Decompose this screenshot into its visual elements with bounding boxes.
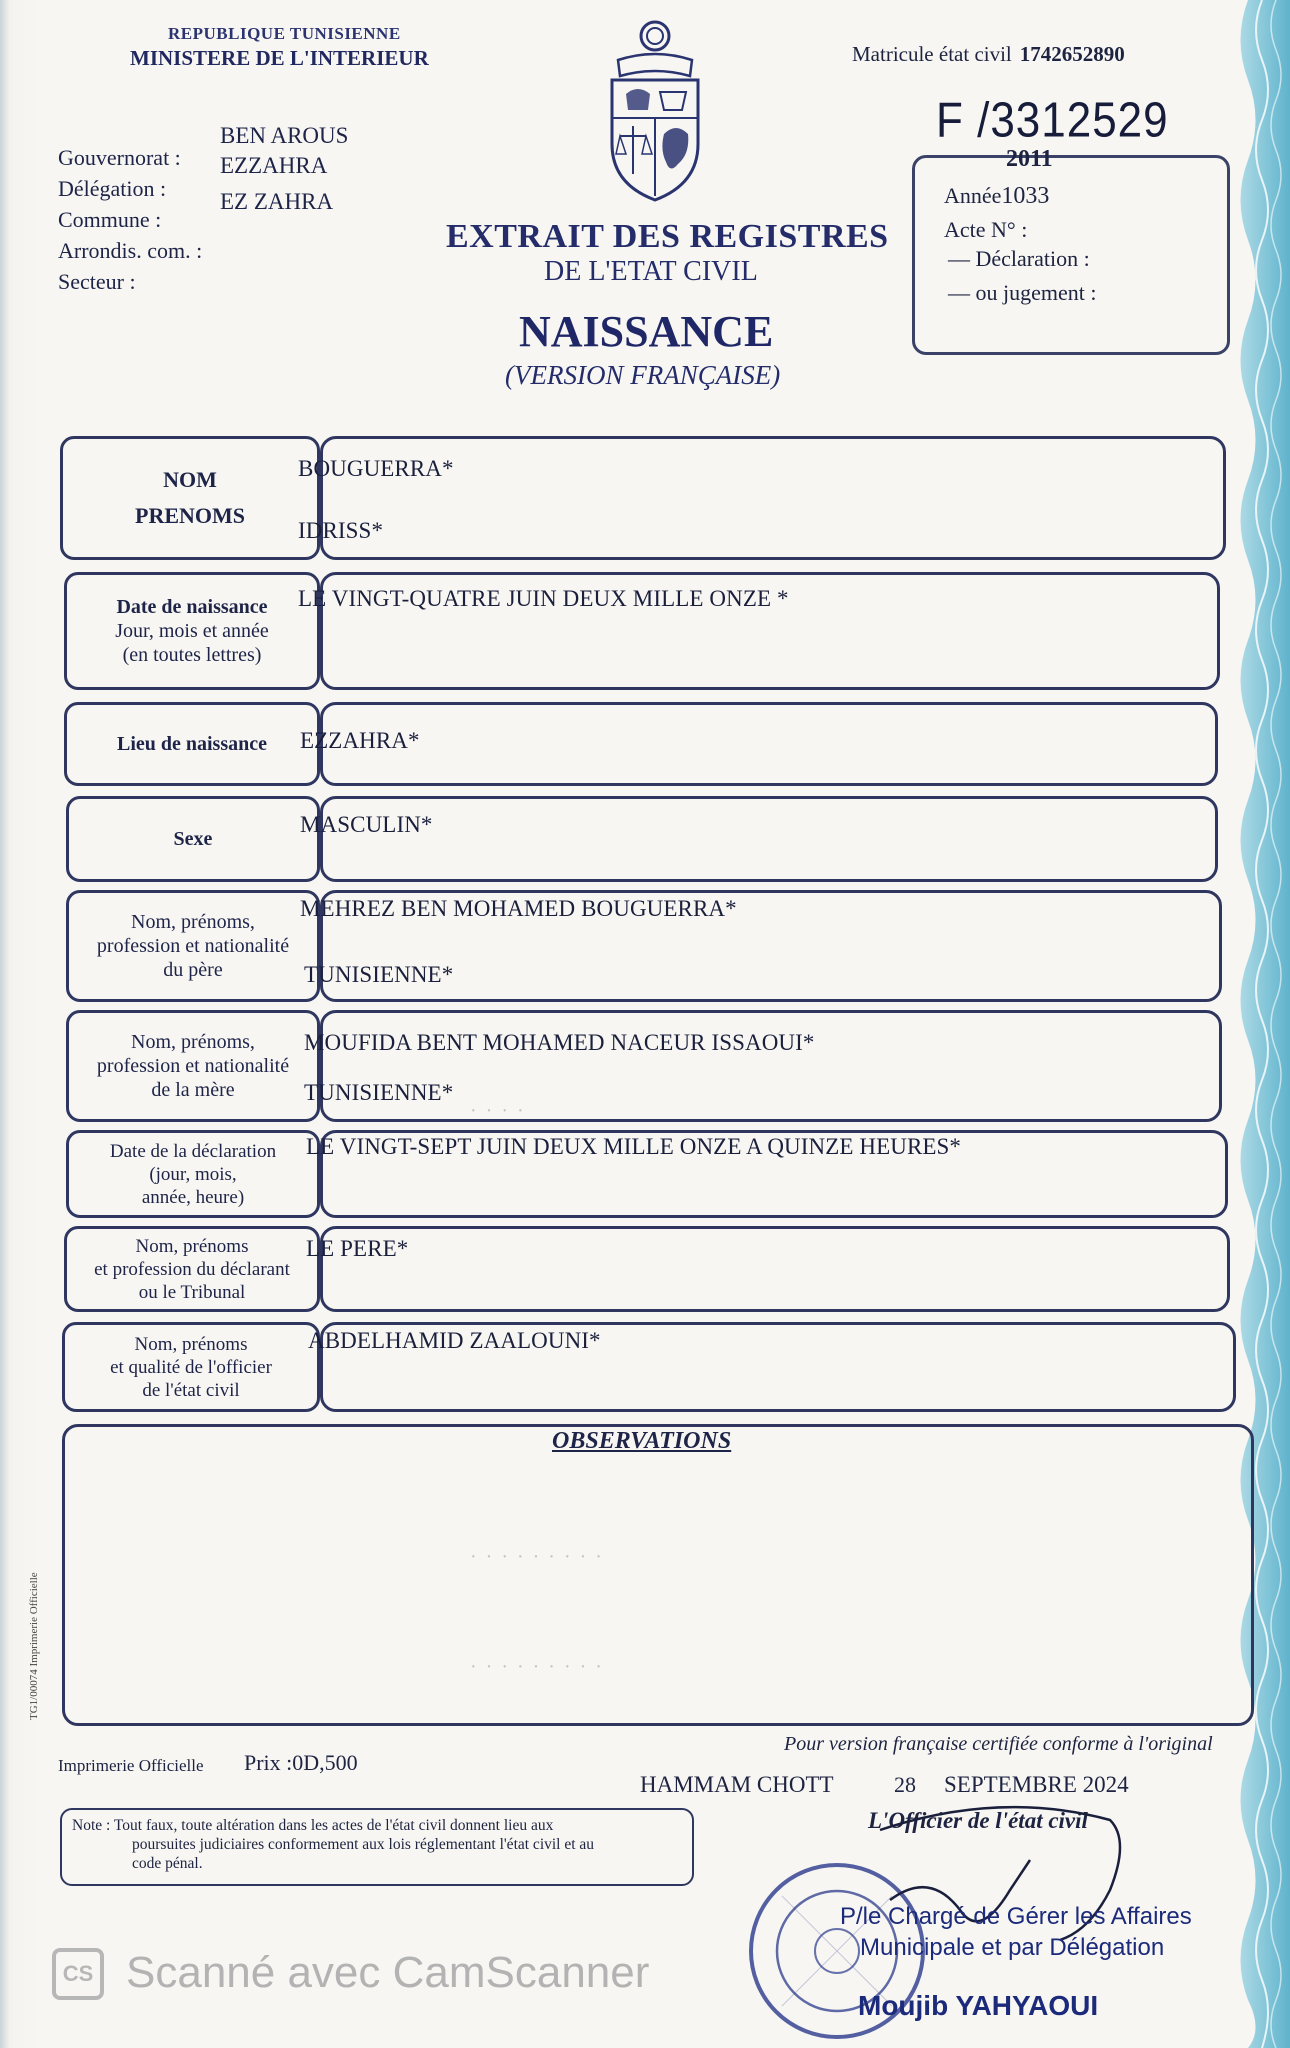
delegation-value: EZZAHRA: [220, 153, 328, 178]
printer-label: Imprimerie Officielle: [58, 1756, 204, 1775]
nom-prenoms-value-box: [320, 436, 1226, 560]
declarant-label-line2: et profession du déclarant: [94, 1258, 290, 1280]
sex-value-box: [320, 796, 1218, 882]
sex-label-box: [66, 796, 320, 882]
birth-place-label-box: [64, 702, 320, 786]
legal-note-line2: poursuites judiciaires conformement aux lois réglementant l'état civil et au: [132, 1836, 595, 1853]
declaration-label: — Déclaration :: [948, 246, 1090, 271]
issue-day: 28: [894, 1772, 916, 1797]
delegation-line1: P/le Chargé de Gérer les Affaires: [840, 1903, 1192, 1930]
certification-text: Pour version française certifiée conforme à l'original: [784, 1733, 1213, 1755]
price-label: Prix :0D,500: [244, 1750, 358, 1775]
issue-place: HAMMAM CHOTT: [640, 1772, 834, 1797]
declarant-label-line3: ou le Tribunal: [138, 1281, 246, 1303]
ministry-heading: MINISTERE DE L'INTERIEUR: [130, 46, 429, 70]
bleed-through-text: · · · · · · · · ·: [470, 1546, 604, 1568]
declaration-date-label-box: [66, 1130, 320, 1218]
declaration-date-label-line3: année, heure): [141, 1186, 245, 1208]
birth-place-label: Lieu de naissance: [116, 733, 268, 755]
mother-label-line1: Nom, prénoms,: [131, 1031, 255, 1053]
annee-value: 1033: [1001, 183, 1050, 209]
jugement-label: — ou jugement :: [948, 280, 1097, 305]
gouvernorat-value: BEN AROUS: [220, 123, 349, 148]
mother-name-value: MOUFIDA BENT MOHAMED NACEUR ISSAOUI*: [304, 1030, 815, 1055]
legal-note-line1: Note : Tout faux, toute altération dans les actes de l'état civil donnent lieu aux: [72, 1817, 554, 1834]
birth-place-value-box: [320, 702, 1218, 786]
signatory-name: Moujib YAHYAOUI: [858, 1990, 1099, 2021]
father-label-box: [66, 890, 320, 1002]
officer-label-line1: Nom, prénoms: [134, 1333, 248, 1355]
annee-label: Année: [944, 183, 1002, 208]
scan-edge-left: [0, 0, 10, 2048]
nom-label: NOM: [163, 467, 217, 492]
mother-value-box: [320, 1010, 1222, 1122]
legal-note: [60, 1808, 694, 1886]
birth-date-sublabel: Jour, mois et année: [115, 620, 269, 642]
father-label-line2: profession et nationalité: [96, 935, 290, 957]
commune-label: Commune :: [58, 207, 162, 232]
father-label-line1: Nom, prénoms,: [131, 911, 255, 933]
legal-note-line3: code pénal.: [132, 1855, 203, 1872]
father-nationality-value: TUNISIENNE*: [304, 962, 454, 987]
nom-value: BOUGUERRA*: [298, 456, 454, 481]
prenoms-label: PRENOMS: [135, 503, 245, 528]
declarant-label-line1: Nom, prénoms: [135, 1235, 249, 1257]
mother-label-line3: de la mère: [151, 1079, 235, 1101]
acte-annee: [944, 183, 1049, 210]
officer-label-box: [62, 1322, 320, 1412]
bleed-through-text: · · · ·: [470, 1100, 526, 1122]
mother-label-line2: profession et nationalité: [96, 1055, 290, 1077]
republic-heading: REPUBLIQUE TUNISIENNE: [168, 24, 401, 43]
matricule-value: 1742652890: [1019, 42, 1125, 66]
birth-date-value: LE VINGT-QUATRE JUIN DEUX MILLE ONZE *: [298, 586, 789, 611]
observations-box: [62, 1424, 1254, 1726]
gouvernorat-label: Gouvernorat :: [58, 145, 181, 170]
declarant-value: LE PERE*: [306, 1236, 409, 1261]
acte-year: 2011: [1006, 146, 1053, 172]
declarant-label-box: [64, 1226, 320, 1312]
camscanner-logo-icon: CS: [52, 1948, 104, 2000]
bleed-through-text: · · · · · · · · ·: [470, 1656, 604, 1678]
declaration-date-value: LE VINGT-SEPT JUIN DEUX MILLE ONZE A QUINZE HEURES*: [306, 1134, 962, 1159]
matricule: [852, 42, 1125, 67]
document-subtitle: DE L'ETAT CIVIL: [544, 256, 758, 287]
document-type: NAISSANCE: [519, 307, 774, 356]
sex-label: Sexe: [173, 828, 213, 850]
issue-month-year: SEPTEMBRE 2024: [944, 1772, 1129, 1797]
form-number: F /3312529: [936, 93, 1169, 148]
birth-date-label: Date de naissance: [116, 596, 268, 618]
acte-number-label: Acte N° :: [944, 217, 1028, 242]
declaration-date-label-line2: (jour, mois,: [149, 1163, 237, 1185]
observations-title: OBSERVATIONS: [552, 1428, 732, 1454]
secteur-label: Secteur :: [58, 269, 136, 294]
birth-date-sublabel-2: (en toutes lettres): [122, 644, 262, 666]
commune-value: EZ ZAHRA: [220, 189, 334, 214]
father-label-line3: du père: [163, 959, 223, 981]
officer-label-line3: de l'état civil: [142, 1379, 240, 1401]
declarant-value-box: [320, 1226, 1230, 1312]
delegation-line2: Municipale et par Délégation: [860, 1934, 1165, 1961]
declaration-date-label-line1: Date de la déclaration: [109, 1140, 277, 1162]
father-name-value: MEHREZ BEN MOHAMED BOUGUERRA*: [300, 896, 737, 921]
document-title: EXTRAIT DES REGISTRES: [446, 218, 889, 255]
matricule-label: Matricule état civil: [852, 42, 1012, 66]
sex-value: MASCULIN*: [300, 812, 433, 837]
officer-label-line2: et qualité de l'officier: [110, 1356, 272, 1378]
print-reference: TG1/00074 Imprimerie Officielle: [28, 1572, 40, 1720]
document-version: (VERSION FRANÇAISE): [505, 360, 781, 390]
delegation-label: Délégation :: [58, 176, 167, 201]
officer-title: L'Officier de l'état civil: [868, 1808, 1088, 1833]
birth-place-value: EZZAHRA*: [300, 728, 420, 753]
scanner-watermark: Scanné avec CamScanner: [126, 1948, 650, 1997]
officer-value: ABDELHAMID ZAALOUNI*: [308, 1328, 601, 1353]
mother-nationality-value: TUNISIENNE*: [304, 1080, 454, 1105]
coat-of-arms-icon: [598, 14, 712, 204]
birth-date-label-box: [64, 572, 320, 690]
nom-prenoms-label-box: [60, 436, 320, 560]
location-values: [220, 118, 348, 220]
mother-label-box: [66, 1010, 320, 1122]
arrondissement-label: Arrondis. com. :: [58, 238, 203, 263]
security-border-pattern: [1228, 0, 1290, 2048]
prenoms-value: IDRISS*: [298, 518, 384, 543]
location-labels: [58, 142, 202, 297]
